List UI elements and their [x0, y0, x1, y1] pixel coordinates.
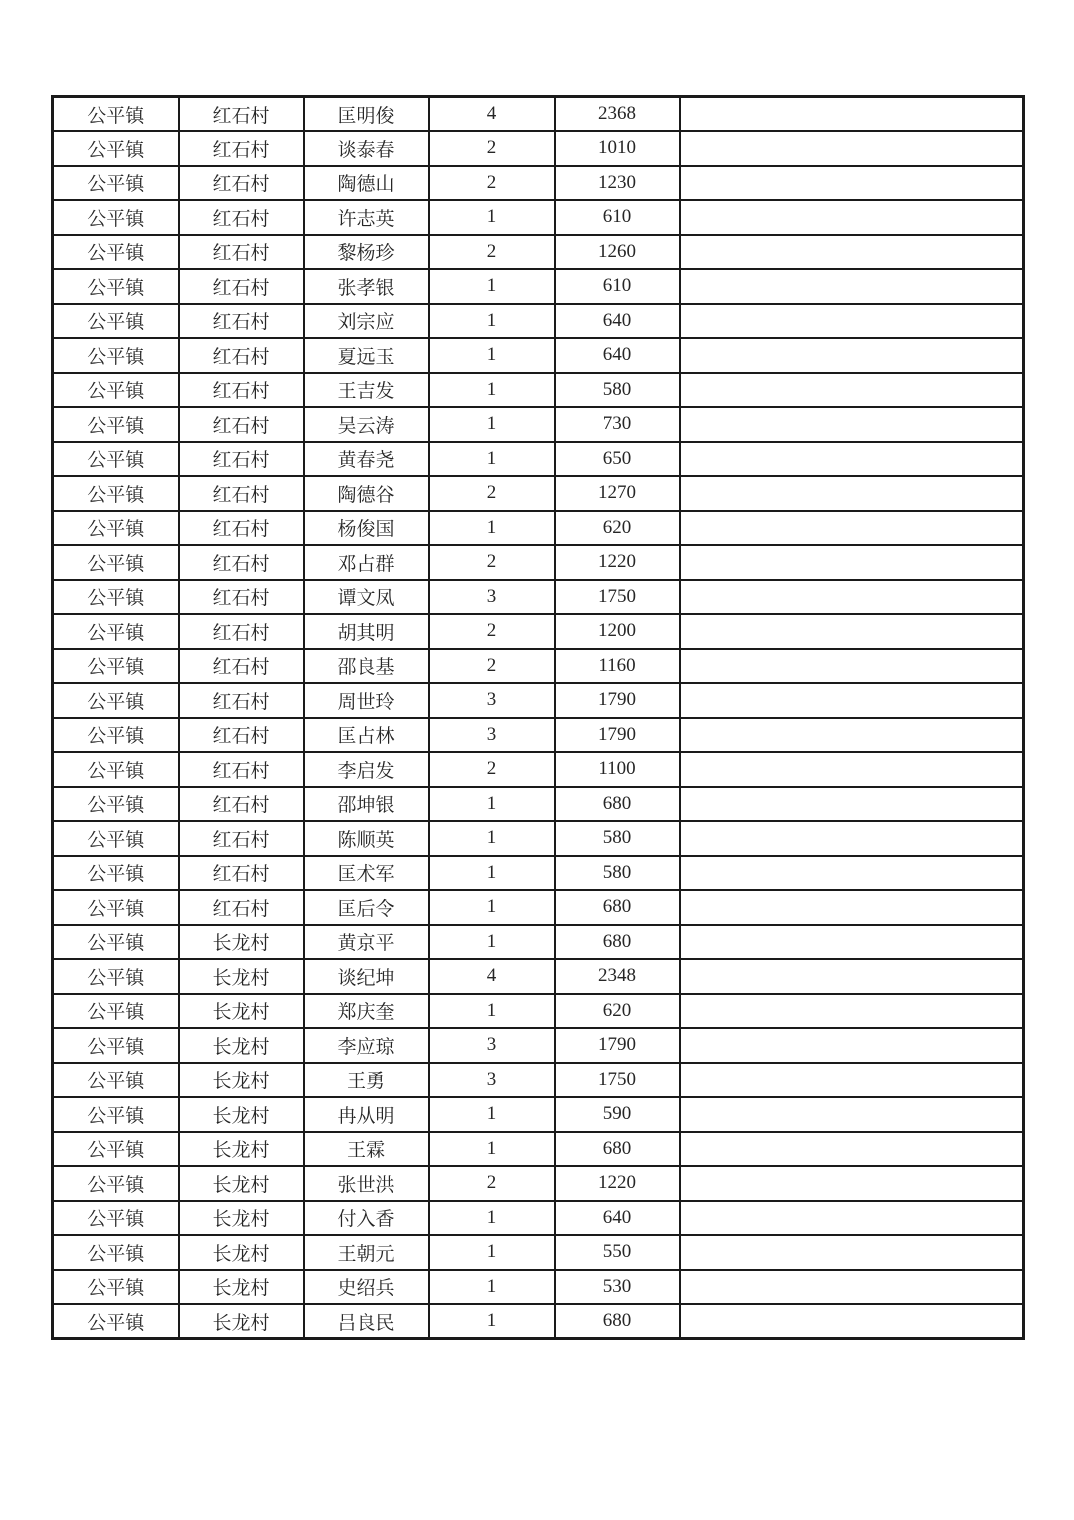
cell-amount: 580	[555, 821, 680, 856]
cell-note	[680, 580, 1024, 615]
cell-village: 红石村	[179, 545, 304, 580]
cell-note	[680, 338, 1024, 373]
cell-village: 红石村	[179, 442, 304, 477]
cell-village: 红石村	[179, 580, 304, 615]
cell-note	[680, 511, 1024, 546]
cell-count: 3	[429, 1028, 555, 1063]
cell-note	[680, 373, 1024, 408]
table-row	[53, 166, 1024, 201]
cell-name: 陶德谷	[304, 476, 429, 511]
cell-village: 长龙村	[179, 1063, 304, 1098]
cell-town: 公平镇	[53, 200, 179, 235]
table-row	[53, 373, 1024, 408]
cell-amount: 1220	[555, 545, 680, 580]
cell-note	[680, 407, 1024, 442]
cell-name: 匡明俊	[304, 97, 429, 132]
cell-amount: 610	[555, 200, 680, 235]
cell-count: 1	[429, 821, 555, 856]
cell-note	[680, 890, 1024, 925]
cell-village: 红石村	[179, 131, 304, 166]
cell-note	[680, 269, 1024, 304]
table-row	[53, 994, 1024, 1029]
table-row	[53, 200, 1024, 235]
table-row	[53, 614, 1024, 649]
cell-note	[680, 1028, 1024, 1063]
cell-name: 陶德山	[304, 166, 429, 201]
cell-town: 公平镇	[53, 97, 179, 132]
table-row	[53, 856, 1024, 891]
cell-amount: 1100	[555, 752, 680, 787]
cell-town: 公平镇	[53, 1304, 179, 1339]
cell-town: 公平镇	[53, 683, 179, 718]
cell-amount: 680	[555, 890, 680, 925]
cell-name: 史绍兵	[304, 1270, 429, 1305]
cell-note	[680, 476, 1024, 511]
cell-note	[680, 1235, 1024, 1270]
cell-note	[680, 994, 1024, 1029]
cell-name: 匡后令	[304, 890, 429, 925]
cell-town: 公平镇	[53, 1097, 179, 1132]
cell-town: 公平镇	[53, 752, 179, 787]
cell-town: 公平镇	[53, 235, 179, 270]
cell-town: 公平镇	[53, 856, 179, 891]
cell-town: 公平镇	[53, 1132, 179, 1167]
cell-name: 夏远玉	[304, 338, 429, 373]
cell-count: 1	[429, 1270, 555, 1305]
cell-count: 1	[429, 856, 555, 891]
cell-amount: 640	[555, 1201, 680, 1236]
cell-town: 公平镇	[53, 269, 179, 304]
cell-count: 2	[429, 545, 555, 580]
cell-count: 2	[429, 166, 555, 201]
cell-count: 2	[429, 649, 555, 684]
cell-count: 1	[429, 1132, 555, 1167]
cell-amount: 1270	[555, 476, 680, 511]
table-row	[53, 442, 1024, 477]
cell-note	[680, 718, 1024, 753]
cell-village: 长龙村	[179, 959, 304, 994]
cell-count: 3	[429, 580, 555, 615]
cell-town: 公平镇	[53, 545, 179, 580]
cell-count: 1	[429, 890, 555, 925]
table-row	[53, 338, 1024, 373]
cell-village: 长龙村	[179, 1097, 304, 1132]
cell-name: 付入香	[304, 1201, 429, 1236]
cell-count: 3	[429, 683, 555, 718]
cell-town: 公平镇	[53, 821, 179, 856]
cell-name: 匡占林	[304, 718, 429, 753]
cell-note	[680, 1270, 1024, 1305]
cell-count: 4	[429, 959, 555, 994]
cell-note	[680, 166, 1024, 201]
cell-village: 红石村	[179, 407, 304, 442]
cell-amount: 580	[555, 373, 680, 408]
cell-amount: 680	[555, 1132, 680, 1167]
cell-amount: 590	[555, 1097, 680, 1132]
table-row	[53, 1063, 1024, 1098]
cell-name: 刘宗应	[304, 304, 429, 339]
cell-name: 冉从明	[304, 1097, 429, 1132]
cell-count: 1	[429, 1235, 555, 1270]
cell-amount: 680	[555, 925, 680, 960]
cell-town: 公平镇	[53, 442, 179, 477]
cell-village: 红石村	[179, 511, 304, 546]
cell-town: 公平镇	[53, 1235, 179, 1270]
cell-amount: 530	[555, 1270, 680, 1305]
cell-count: 2	[429, 1166, 555, 1201]
cell-count: 2	[429, 235, 555, 270]
cell-town: 公平镇	[53, 787, 179, 822]
cell-count: 1	[429, 925, 555, 960]
cell-note	[680, 752, 1024, 787]
cell-amount: 1200	[555, 614, 680, 649]
cell-village: 红石村	[179, 166, 304, 201]
cell-village: 红石村	[179, 97, 304, 132]
table-row	[53, 1028, 1024, 1063]
cell-note	[680, 442, 1024, 477]
table-row	[53, 649, 1024, 684]
cell-village: 长龙村	[179, 1235, 304, 1270]
table-row	[53, 97, 1024, 132]
cell-name: 李启发	[304, 752, 429, 787]
cell-name: 匡术军	[304, 856, 429, 891]
cell-amount: 580	[555, 856, 680, 891]
cell-note	[680, 1063, 1024, 1098]
cell-name: 吴云涛	[304, 407, 429, 442]
cell-village: 长龙村	[179, 1132, 304, 1167]
cell-count: 1	[429, 1304, 555, 1339]
cell-village: 红石村	[179, 269, 304, 304]
cell-note	[680, 304, 1024, 339]
cell-amount: 2368	[555, 97, 680, 132]
cell-village: 长龙村	[179, 994, 304, 1029]
cell-count: 1	[429, 200, 555, 235]
cell-town: 公平镇	[53, 511, 179, 546]
table-row	[53, 1166, 1024, 1201]
cell-village: 长龙村	[179, 1304, 304, 1339]
cell-note	[680, 925, 1024, 960]
cell-name: 王朝元	[304, 1235, 429, 1270]
cell-count: 3	[429, 718, 555, 753]
cell-village: 红石村	[179, 752, 304, 787]
cell-village: 红石村	[179, 890, 304, 925]
cell-name: 谭文凤	[304, 580, 429, 615]
cell-note	[680, 614, 1024, 649]
cell-village: 红石村	[179, 649, 304, 684]
cell-town: 公平镇	[53, 1063, 179, 1098]
cell-note	[680, 131, 1024, 166]
cell-village: 红石村	[179, 856, 304, 891]
cell-town: 公平镇	[53, 994, 179, 1029]
table-row	[53, 235, 1024, 270]
cell-name: 周世玲	[304, 683, 429, 718]
cell-amount: 1750	[555, 1063, 680, 1098]
cell-count: 2	[429, 752, 555, 787]
cell-village: 红石村	[179, 718, 304, 753]
table-row	[53, 580, 1024, 615]
cell-count: 1	[429, 373, 555, 408]
cell-note	[680, 200, 1024, 235]
cell-village: 长龙村	[179, 925, 304, 960]
cell-name: 张世洪	[304, 1166, 429, 1201]
table-row	[53, 476, 1024, 511]
cell-count: 1	[429, 511, 555, 546]
cell-village: 红石村	[179, 373, 304, 408]
cell-name: 胡其明	[304, 614, 429, 649]
cell-count: 2	[429, 131, 555, 166]
table-row	[53, 1132, 1024, 1167]
cell-town: 公平镇	[53, 1166, 179, 1201]
cell-note	[680, 683, 1024, 718]
cell-name: 黎杨珍	[304, 235, 429, 270]
table-row	[53, 890, 1024, 925]
cell-note	[680, 959, 1024, 994]
cell-name: 郑庆奎	[304, 994, 429, 1029]
cell-town: 公平镇	[53, 649, 179, 684]
cell-count: 1	[429, 994, 555, 1029]
cell-town: 公平镇	[53, 925, 179, 960]
cell-village: 红石村	[179, 338, 304, 373]
cell-name: 许志英	[304, 200, 429, 235]
table-row	[53, 1235, 1024, 1270]
cell-name: 黄京平	[304, 925, 429, 960]
cell-town: 公平镇	[53, 338, 179, 373]
cell-count: 1	[429, 442, 555, 477]
cell-count: 2	[429, 614, 555, 649]
cell-village: 红石村	[179, 200, 304, 235]
cell-village: 红石村	[179, 476, 304, 511]
cell-note	[680, 97, 1024, 132]
cell-name: 杨俊国	[304, 511, 429, 546]
table-row	[53, 1270, 1024, 1305]
cell-town: 公平镇	[53, 304, 179, 339]
cell-amount: 1260	[555, 235, 680, 270]
cell-count: 3	[429, 1063, 555, 1098]
cell-name: 吕良民	[304, 1304, 429, 1339]
cell-count: 1	[429, 787, 555, 822]
cell-amount: 1010	[555, 131, 680, 166]
cell-count: 1	[429, 338, 555, 373]
cell-count: 4	[429, 97, 555, 132]
cell-amount: 620	[555, 511, 680, 546]
cell-amount: 1750	[555, 580, 680, 615]
cell-town: 公平镇	[53, 718, 179, 753]
cell-name: 李应琼	[304, 1028, 429, 1063]
cell-amount: 1160	[555, 649, 680, 684]
cell-town: 公平镇	[53, 614, 179, 649]
cell-note	[680, 821, 1024, 856]
cell-town: 公平镇	[53, 1270, 179, 1305]
cell-note	[680, 1166, 1024, 1201]
cell-amount: 1220	[555, 1166, 680, 1201]
cell-count: 1	[429, 407, 555, 442]
cell-name: 邵坤银	[304, 787, 429, 822]
table-row	[53, 1201, 1024, 1236]
table-row	[53, 821, 1024, 856]
table-row	[53, 1097, 1024, 1132]
cell-note	[680, 1304, 1024, 1339]
cell-village: 红石村	[179, 614, 304, 649]
cell-note	[680, 1201, 1024, 1236]
cell-amount: 1790	[555, 1028, 680, 1063]
cell-count: 1	[429, 1201, 555, 1236]
table-row	[53, 511, 1024, 546]
cell-village: 红石村	[179, 821, 304, 856]
cell-note	[680, 235, 1024, 270]
cell-name: 王吉发	[304, 373, 429, 408]
cell-village: 红石村	[179, 787, 304, 822]
cell-amount: 1230	[555, 166, 680, 201]
cell-amount: 1790	[555, 718, 680, 753]
cell-note	[680, 1097, 1024, 1132]
cell-name: 邵良基	[304, 649, 429, 684]
cell-amount: 680	[555, 787, 680, 822]
cell-town: 公平镇	[53, 476, 179, 511]
table-row	[53, 925, 1024, 960]
payment-table	[51, 95, 1025, 1340]
cell-name: 谈纪坤	[304, 959, 429, 994]
cell-town: 公平镇	[53, 1028, 179, 1063]
cell-count: 2	[429, 476, 555, 511]
cell-town: 公平镇	[53, 166, 179, 201]
table-body	[53, 97, 1024, 1339]
cell-amount: 730	[555, 407, 680, 442]
cell-village: 长龙村	[179, 1166, 304, 1201]
cell-note	[680, 787, 1024, 822]
cell-name: 谈泰春	[304, 131, 429, 166]
cell-name: 王霖	[304, 1132, 429, 1167]
table-row	[53, 752, 1024, 787]
cell-name: 王勇	[304, 1063, 429, 1098]
cell-village: 红石村	[179, 683, 304, 718]
cell-amount: 2348	[555, 959, 680, 994]
table-row	[53, 269, 1024, 304]
cell-village: 红石村	[179, 235, 304, 270]
cell-amount: 640	[555, 304, 680, 339]
cell-count: 1	[429, 1097, 555, 1132]
cell-town: 公平镇	[53, 373, 179, 408]
cell-note	[680, 649, 1024, 684]
cell-town: 公平镇	[53, 407, 179, 442]
cell-note	[680, 856, 1024, 891]
cell-village: 长龙村	[179, 1028, 304, 1063]
table-row	[53, 304, 1024, 339]
cell-name: 陈顺英	[304, 821, 429, 856]
cell-amount: 1790	[555, 683, 680, 718]
cell-amount: 680	[555, 1304, 680, 1339]
table-row	[53, 407, 1024, 442]
cell-count: 1	[429, 304, 555, 339]
cell-town: 公平镇	[53, 890, 179, 925]
cell-amount: 650	[555, 442, 680, 477]
cell-amount: 610	[555, 269, 680, 304]
cell-village: 长龙村	[179, 1201, 304, 1236]
cell-amount: 620	[555, 994, 680, 1029]
table-row	[53, 959, 1024, 994]
cell-amount: 640	[555, 338, 680, 373]
table-row	[53, 718, 1024, 753]
cell-town: 公平镇	[53, 131, 179, 166]
cell-note	[680, 1132, 1024, 1167]
cell-town: 公平镇	[53, 580, 179, 615]
cell-amount: 550	[555, 1235, 680, 1270]
cell-village: 红石村	[179, 304, 304, 339]
table-row	[53, 545, 1024, 580]
cell-town: 公平镇	[53, 959, 179, 994]
cell-name: 黄春尧	[304, 442, 429, 477]
cell-name: 张孝银	[304, 269, 429, 304]
cell-note	[680, 545, 1024, 580]
cell-name: 邓占群	[304, 545, 429, 580]
cell-village: 长龙村	[179, 1270, 304, 1305]
table-row	[53, 131, 1024, 166]
table-row	[53, 787, 1024, 822]
table-row	[53, 683, 1024, 718]
cell-count: 1	[429, 269, 555, 304]
table-row	[53, 1304, 1024, 1339]
cell-town: 公平镇	[53, 1201, 179, 1236]
